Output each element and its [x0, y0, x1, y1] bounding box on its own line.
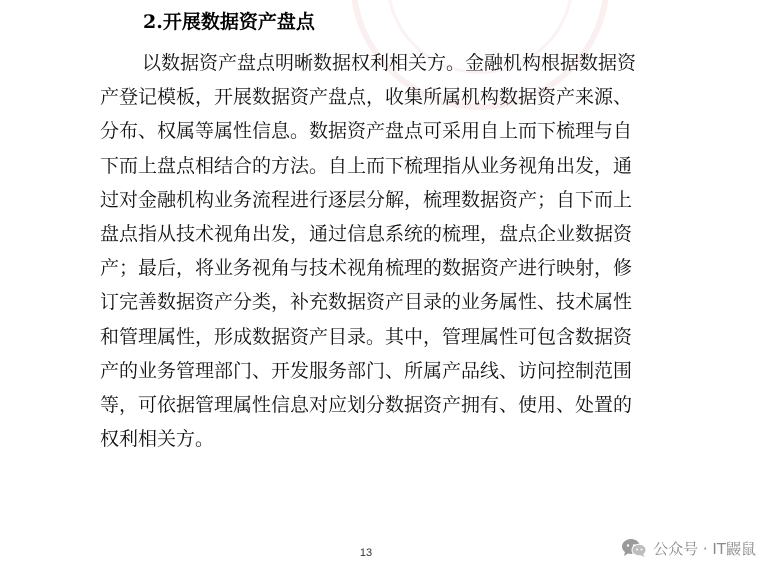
wechat-icon — [621, 538, 647, 558]
page-number: 13 — [359, 547, 373, 559]
section-heading: 2.开展数据资产盘点 — [143, 11, 315, 33]
body-line: 下而上盘点相结合的方法。自上而下梳理指从业务视角出发，通 — [100, 154, 633, 177]
body-line: 盘点指从技术视角出发，通过信息系统的梳理，盘点企业数据资 — [100, 222, 633, 245]
body-line: 订完善数据资产分类，补充数据资产目录的业务属性、技术属性 — [100, 291, 633, 314]
body-line: 以数据资产盘点明晰数据权利相关方。金融机构根据数据资 — [142, 52, 637, 74]
brand-text: 公众号 · IT鼹鼠 — [653, 539, 756, 558]
body-line: 产登记模板，开展数据资产盘点，收集所属机构数据资产来源、 — [100, 86, 633, 109]
body-line: 等，可依据管理属性信息对应划分数据资产拥有、使用、处置的 — [100, 393, 633, 416]
body-line: 分布、权属等属性信息。数据资产盘点可采用自上而下梳理与自 — [100, 120, 633, 143]
body-line: 权利相关方。 — [100, 428, 215, 451]
body-line: 过对金融机构业务流程进行逐层分解，梳理数据资产；自下而上 — [100, 188, 633, 211]
body-line: 产；最后，将业务视角与技术视角梳理的数据资产进行映射，修 — [100, 257, 633, 280]
section-body — [100, 46, 700, 456]
body-line: 产的业务管理部门、开发服务部门、所属产品线、访问控制范围 — [100, 359, 633, 382]
footer-brand — [621, 536, 756, 560]
body-line: 和管理属性，形成数据资产目录。其中，管理属性可包含数据资 — [100, 325, 633, 348]
